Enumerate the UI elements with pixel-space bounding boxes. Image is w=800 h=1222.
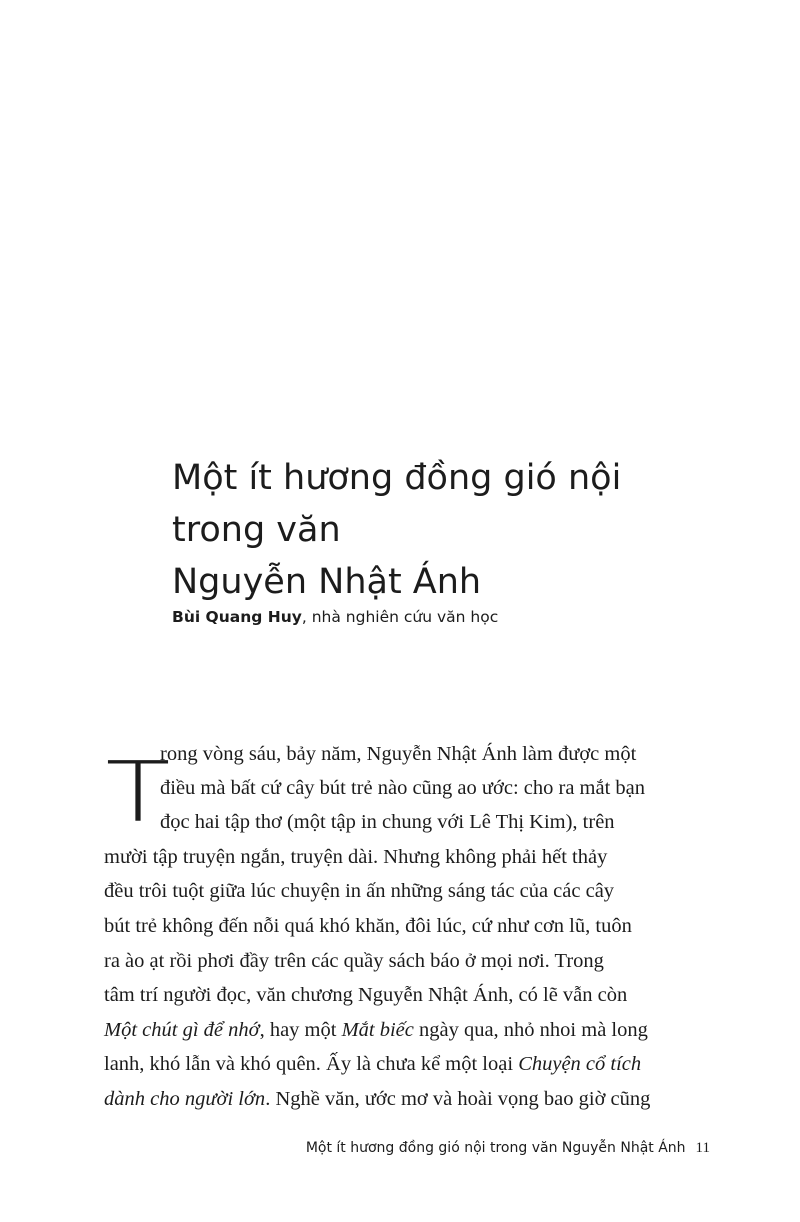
body-line [104,841,607,873]
body-text-segment: mười tập truyện ngắn, truyện dài. Nhưng không phải hết thảy [104,846,608,868]
body-line [104,875,614,907]
body-text-segment: , hay một [259,1019,342,1041]
body-text-segment: đều trôi tuột giữa lúc chuyện in ấn những sáng tác của các cây [104,880,615,902]
work-title: dành cho người lớn [104,1088,266,1110]
body-text-segment: điều mà bất cứ cây bút trẻ nào cũng ao ước: cho ra mắt bạn [160,777,646,799]
body-text-segment: đọc hai tập thơ (một tập in chung với Lê Thị Kim), trên [160,811,615,833]
running-title: Một ít hương đồng gió nội trong văn Nguyễn Nhật Ánh [305,1140,686,1156]
drop-cap [105,744,171,841]
body-line [104,945,604,977]
drop-cap-letter: T [105,744,171,841]
body-line [104,910,632,942]
body-line [104,1048,641,1080]
body-text-segment: tâm trí người đọc, văn chương Nguyễn Nhật Ánh, có lẽ vẫn còn [104,984,628,1006]
body-text-segment: ra ào ạt rồi phơi đầy trên các quầy sách báo ở mọi nơi. Trong [104,950,604,972]
body-text-segment: lanh, khó lẫn và khó quên. Ấy là chưa kể một loại [104,1053,519,1075]
body-text-segment: ngày qua, nhỏ nhoi mà long [413,1019,648,1041]
body-line [160,806,615,838]
page-footer [306,1140,710,1157]
body-text-segment: . Nghề văn, ước mơ và hoài vọng bao giờ cũng [265,1088,651,1110]
author-role: , nhà nghiên cứu văn học [301,608,499,626]
byline [172,608,498,626]
body-line [160,738,636,770]
work-title: Chuyện cổ tích [518,1053,642,1075]
body-line [104,1014,648,1046]
body-line [104,1083,650,1115]
work-title: Mắt biếc [341,1019,414,1041]
body-text-segment: bút trẻ không đến nỗi quá khó khăn, đôi lúc, cứ như cơn lũ, tuôn [104,915,632,937]
page-number: 11 [695,1140,710,1156]
chapter-title-line-3: Nguyễn Nhật Ánh [172,562,482,602]
author-name: Bùi Quang Huy [172,608,302,626]
body-line [160,772,645,804]
chapter-title-line-1: Một ít hương đồng gió nội [172,458,622,498]
chapter-title-line-2: trong văn [172,510,341,550]
body-text-segment: rong vòng sáu, bảy năm, Nguyễn Nhật Ánh làm được một [160,743,637,765]
body-line [104,979,627,1011]
work-title: Một chút gì để nhớ [104,1019,260,1041]
chapter-title [172,452,732,608]
